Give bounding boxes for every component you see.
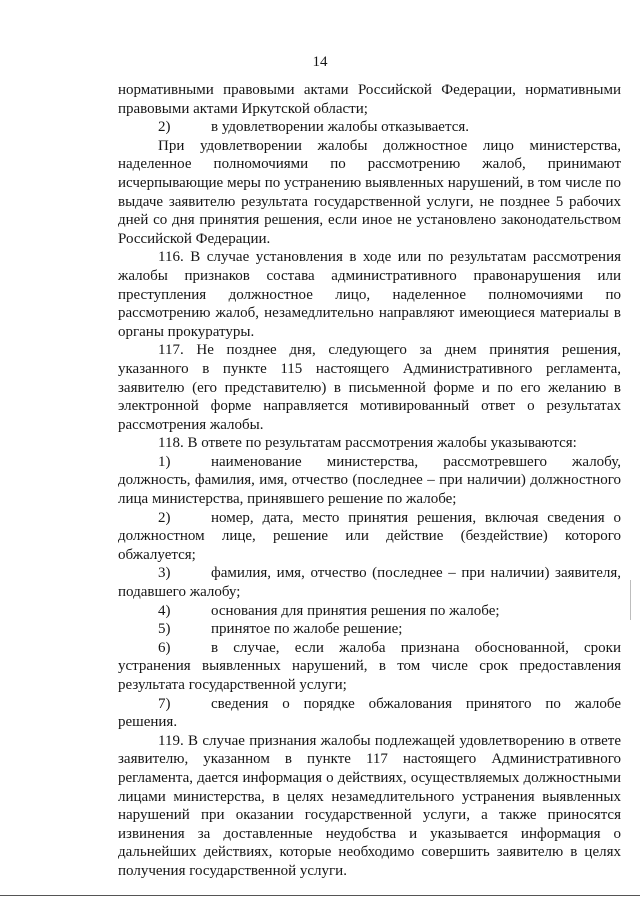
- paragraph: При удовлетворении жалобы должностное лицо министерства, наделенное полномочиями по рассмотрению жалоб, принимают исчерпывающие меры по устранению выявленных нарушений, в том числе по выдаче заявителю результата государственной услуги, не позднее 5 рабочих дней со дня принятия решения, если иное не установлено законодательством Российской Федерации.: [118, 137, 621, 247]
- list-item-number: 3): [158, 565, 171, 582]
- list-item-text: фамилия, имя, отчество (последнее – при наличии) заявителя, подавшего жалобу;: [118, 565, 621, 601]
- paragraph-continuation: нормативными правовыми актами Российской Федерации, нормативными правовыми актами Иркутской области;: [118, 82, 621, 117]
- list-item-text: наименование министерства, рассмотревшего жалобу, должность, фамилия, имя, отчество (последнее – при наличии) должностного лица министерства, принявшего решение по жалобе;: [118, 453, 621, 508]
- list-item-number: 1): [158, 453, 171, 470]
- list-item-number: 5): [158, 621, 171, 638]
- list-item: [118, 639, 621, 695]
- paragraph: 117. Не позднее дня, следующего за днем принятия решения, указанного в пункте 115 настоящего Административного регламента, заявителю (его представителю) в письменной форме и по его желанию в электронной форме направляется мотивированный ответ о результатах рассмотрения жалобы.: [118, 342, 621, 433]
- list-item-number: 6): [158, 639, 171, 656]
- list-item-text: в случае, если жалоба признана обоснованной, сроки устранения выявленных нарушений, в том числе срок предоставления результата государственной услуги;: [118, 639, 621, 693]
- list-item-number: 2): [158, 509, 171, 526]
- list-item-text: номер, дата, место принятия решения, включая сведения о должностном лице, решение или действие (бездействие) которого обжалуется;: [118, 509, 621, 563]
- list-item: [118, 602, 621, 621]
- list-item: [118, 620, 621, 639]
- list-item-text: основания для принятия решения по жалобе;: [211, 602, 500, 619]
- list-item-text: в удовлетворении жалобы отказывается.: [211, 119, 469, 136]
- list-item-number: 4): [158, 602, 171, 619]
- list-item-text: сведения о порядке обжалования принятого по жалобе решения.: [118, 695, 621, 731]
- list-item: [118, 695, 621, 732]
- list-item: [118, 453, 621, 509]
- list-item: [118, 509, 621, 565]
- paragraph: 119. В случае признания жалобы подлежащей удовлетворению в ответе заявителю, указанном в пункте 117 настоящего Административного регламента, дается информация о действиях, осуществляемых должностными лицами министерства, в целях незамедлительного устранения выявленных нарушений при оказании государственной услуги, а также приносятся извинения за доставленные неудобства и указывается информация о дальнейших действиях, которые необходимо совершить заявителю в целях получения государственной услуги.: [118, 732, 621, 879]
- scan-edge-mark: [630, 580, 631, 620]
- list-item-text: принятое по жалобе решение;: [211, 621, 403, 638]
- list-item-number: 2): [158, 119, 171, 136]
- footer-rule: [0, 895, 640, 896]
- page-number: 14: [312, 54, 328, 70]
- list-item: [118, 564, 621, 601]
- document-body: [118, 81, 621, 881]
- paragraph: 118. В ответе по результатам рассмотрения жалобы указываются:: [158, 435, 577, 452]
- list-item-number: 7): [158, 695, 171, 712]
- paragraph: 116. В случае установления в ходе или по результатам рассмотрения жалобы признаков состава административного правонарушения или преступления должностное лицо, наделенное полномочиями по рассмотрению жалоб, незамедлительно направляют имеющиеся материалы в органы прокуратуры.: [118, 249, 621, 340]
- list-item: [118, 118, 621, 137]
